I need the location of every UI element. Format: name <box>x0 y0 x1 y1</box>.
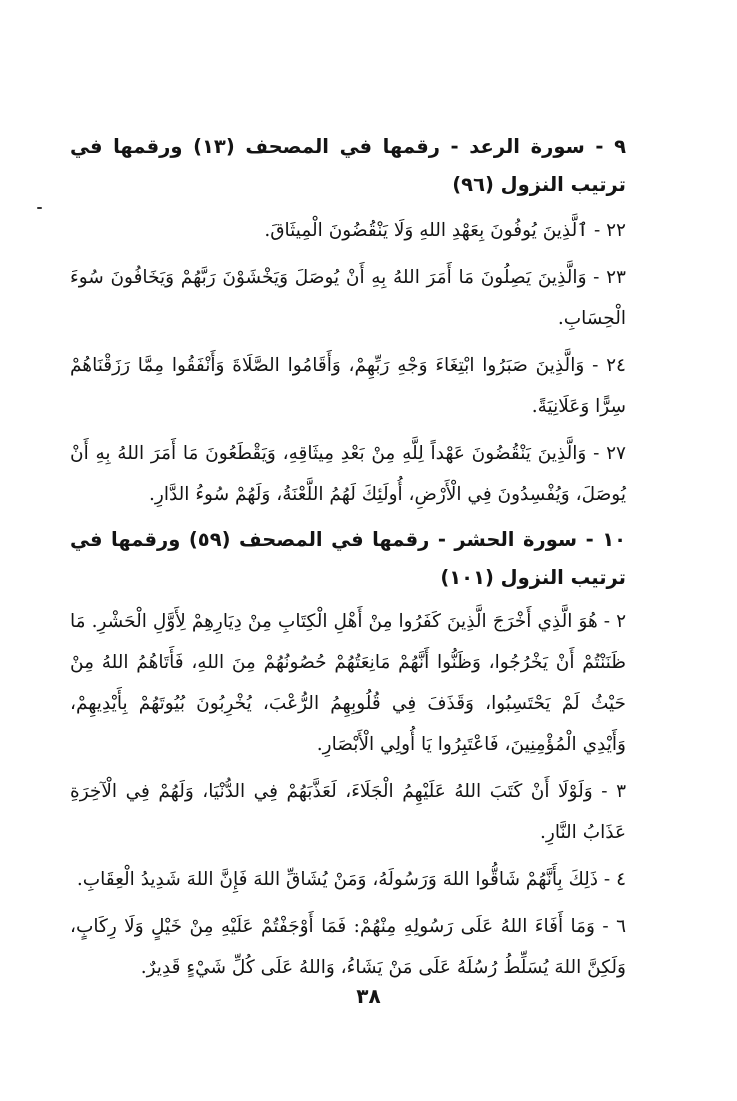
page-body <box>70 128 626 988</box>
verse-27: ٢٧ - وَالَّذِينَ يَنْقُضُونَ عَهْداً لِلَّهِ مِنْ بَعْدِ مِيثَاقِهِ، وَيَقْطَعُونَ مَا أَمَرَ اللهُ بِهِ أَنْ يُوصَلَ، وَيُفْسِدُونَ فِي الْأَرْضِ، أُولَئِكَ لَهُمُ اللَّعْنَةُ، وَلَهُمْ سُوءُ الدَّارِ. <box>70 443 626 505</box>
verse-4: ٤ - ذَلِكَ بِأَنَّهُمْ شَاقُّوا اللهَ وَرَسُولَهُ، وَمَنْ يُشَاقِّ اللهَ فَإِنَّ اللهَ شَدِيدُ الْعِقَابِ. <box>76 869 626 890</box>
verse-2: ٢ - هُوَ الَّذِي أَخْرَجَ الَّذِينَ كَفَرُوا مِنْ أَهْلِ الْكِتَابِ مِنْ دِيَارِهِمْ لِأَوَّلِ الْحَشْرِ. مَا ظَنَنْتُمْ أَنْ يَخْرُجُوا، وَظَنُّوا أَنَّهُمْ مَانِعَتُهُمْ حُصُونُهُمْ مِنَ اللهِ، فَأَتَاهُمُ اللهُ مِنْ حَيْثُ لَمْ يَحْتَسِبُوا، وَقَذَفَ فِي قُلُوبِهِمُ الرُّعْبَ، يُخْرِبُونَ بُيُوتَهُمْ بِأَيْدِيهِمْ، وَأَيْدِي الْمُؤْمِنِينَ، فَاعْتَبِرُوا يَا أُولِي الْأَبْصَارِ. <box>70 611 626 755</box>
verse-3: ٣ - وَلَوْلَا أَنْ كَتَبَ اللهُ عَلَيْهِمُ الْجَلَاءَ، لَعَذَّبَهُمْ فِي الدُّنْيَا، وَلَهُمْ فِي الْآخِرَةِ عَذَابُ النَّارِ. <box>70 781 626 843</box>
page-number: ٣٨ <box>356 984 381 1008</box>
section-heading-al-rad: ٩ - سورة الرعد - رقمها في المصحف (١٣) ورقمها في ترتيب النزول (٩٦) <box>70 135 626 196</box>
print-speck <box>37 207 42 209</box>
verse-22: ٢٢ - ٱلَّذِينَ يُوفُونَ بِعَهْدِ اللهِ وَلَا يَنْقُضُونَ الْمِيثَاقَ. <box>264 220 626 241</box>
verse-24: ٢٤ - وَالَّذِينَ صَبَرُوا ابْتِغَاءَ وَجْهِ رَبِّهِمْ، وَأَقَامُوا الصَّلَاةَ وَأَنْفَقُوا مِمَّا رَزَقْنَاهُمْ سِرًّا وَعَلَانِيَةً. <box>70 355 626 417</box>
verse-23: ٢٣ - وَالَّذِينَ يَصِلُونَ مَا أَمَرَ اللهُ بِهِ أَنْ يُوصَلَ وَيَخْشَوْنَ رَبَّهُمْ وَيَخَافُونَ سُوءَ الْحِسَابِ. <box>70 267 626 329</box>
verse-6: ٦ - وَمَا أَفَاءَ اللهُ عَلَى رَسُولِهِ مِنْهُمْ: فَمَا أَوْجَفْتُمْ عَلَيْهِ مِنْ خَيْلٍ وَلَا رِكَابٍ، وَلَكِنَّ اللهَ يُسَلِّطُ رُسُلَهُ عَلَى مَنْ يَشَاءُ، وَاللهُ عَلَى كُلِّ شَيْءٍ قَدِيرٌ. <box>70 916 626 978</box>
section-heading-al-hashr: ١٠ - سورة الحشر - رقمها في المصحف (٥٩) ورقمها في ترتيب النزول (١٠١) <box>70 528 626 589</box>
